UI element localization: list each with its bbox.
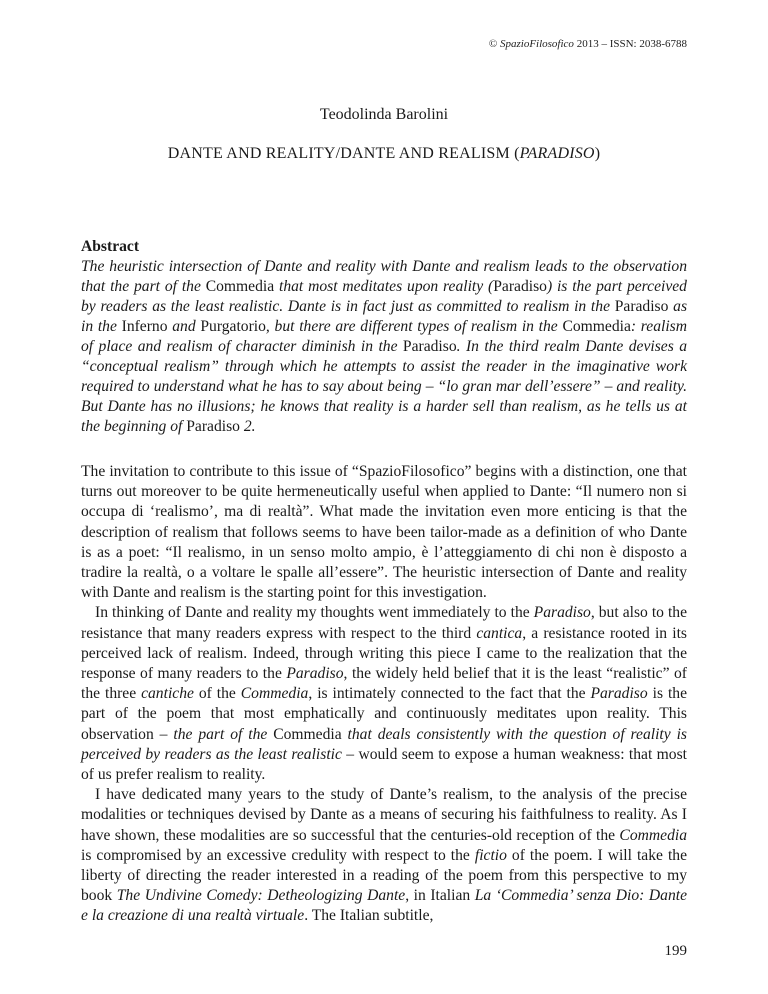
abstract-segment: 2. [239, 418, 256, 435]
paragraph-text: I have dedicated many years to the study of Dante’s realism, to the analysis of the precise modalities or techniques devised by Dante as a means of securing his faithfulness to reality. As I have shown, these modalities are so successful that the centuries-old reception of the [81, 786, 687, 844]
paragraph-text: , the widely held belief that it is the least “realistic” of the three [81, 665, 687, 703]
abstract-title-ref: Commedia [205, 278, 275, 295]
abstract-segment: , but there are different types of realism in the [265, 318, 563, 335]
paragraph-text: is compromised by an excessive credulity with respect to the [81, 846, 475, 864]
italic-text: the part of the [173, 725, 274, 743]
abstract-segment: and [167, 318, 201, 335]
journal-name: SpazioFilosofico [499, 38, 574, 50]
italic-text: Paradiso [286, 665, 344, 683]
abstract-title-ref: Paradiso [402, 338, 457, 355]
abstract-title-ref: Inferno [121, 318, 168, 335]
paragraph-text: , is intimately connected to the fact that the [308, 685, 591, 703]
italic-text: Paradiso [590, 685, 648, 703]
italic-text: cantica [476, 624, 523, 642]
title-italic: PARADISO [519, 145, 595, 162]
abstract-title-ref: Paradiso [493, 278, 547, 295]
italic-text: fictio [474, 846, 507, 864]
article-title [0, 145, 768, 163]
abstract-heading: Abstract [81, 238, 140, 255]
abstract-title-ref: Commedia [562, 318, 631, 335]
abstract-section [81, 237, 687, 437]
italic-text: La ‘Commedia’ senza Dio: Dante e la creazione di una realtà virtuale [81, 887, 687, 925]
paragraph-text: The invitation to contribute to this issue of “SpazioFilosofico” begins with a distinction, one that turns out moreover to be quite hermeneutically useful when applied to Dante: “Il numero non si occupa di ‘realismo’, ma di realtà”. What made the invitation even more enticing is that the description of realism that follows seems to have been tailor-made as a definition of who Dante is as a poet: “Il realismo, in un senso molto ampio, è l’atteggiamento di chi non è disposto a tradire la realtà, o a voltare le spalle all’essere”. The heuristic intersection of Dante and reality with Dante and realism is the starting point for this investigation. [81, 463, 687, 602]
abstract-segment: The heuristic intersection of Dante and reality with Dante and realism leads to the observation that the part of the [81, 258, 687, 295]
paragraph-text: In thinking of Dante and reality my thoughts went immediately to the [95, 604, 534, 622]
abstract-title-ref: Paradiso [186, 418, 240, 435]
title-main: DANTE AND REALITY/DANTE AND REALISM ( [167, 145, 520, 162]
paragraph-text: – would seem to expose a human weakness: that most of us prefer realism to reality. [81, 745, 687, 784]
abstract-segment: . In the third realm Dante devises a “conceptual realism” through which he attempts to assist the reader in the imaginative work required to understand what he has to say about being – “lo gran mar dell’essere” – and reality. But Dante has no illusions; he knows that reality is a harder sell than realism, as he tells us at the beginning of [81, 338, 687, 435]
abstract-title-ref: Paradiso [614, 298, 669, 315]
italic-text: Paradiso [533, 604, 591, 622]
page-number: 199 [664, 943, 687, 959]
paragraph-text: of the [193, 685, 241, 703]
abstract-title-ref: Purgatorio [200, 318, 266, 335]
italic-text: Commedia [619, 826, 687, 844]
body-paragraph [81, 462, 687, 603]
paragraph-text: , a resistance rooted in its perceived lack of realism. Indeed, through writing this piece I came to the realization that the response of many readers to the [81, 624, 687, 683]
italic-text: The Undivine Comedy: Detheologizing Dante [116, 887, 406, 905]
italic-text: cantiche [141, 685, 194, 703]
paragraph-text: , but also to the resistance that many readers express with respect to the third [81, 604, 687, 642]
abstract-segment: that most meditates upon reality ( [274, 278, 494, 295]
paragraph-text: , in Italian [405, 887, 475, 905]
title-close: ) [594, 145, 601, 162]
italic-text: that deals consistently with the question of reality is perceived by readers as the least realistic [81, 725, 687, 763]
paragraph-text: . The Italian subtitle, [304, 907, 434, 925]
paragraph-text: is the part of the poem that most emphatically and continuously meditates upon reality. This observation – [81, 685, 687, 743]
abstract-segment: ) is the part perceived by readers as the least realistic. Dante is in fact just as committed to realism in the [81, 278, 687, 315]
article-body [81, 462, 687, 927]
issn-info: 2013 – ISSN: 2038-6788 [573, 38, 687, 50]
running-header [489, 38, 687, 50]
body-paragraph [81, 603, 687, 785]
abstract-text [81, 257, 687, 437]
italic-text: Commedia [240, 685, 309, 703]
paragraph-text: of the poem. I will take the liberty of directing the reader interested in a reading of the poem from this perspective to my book [81, 846, 687, 905]
abstract-segment: : realism of place and realism of character diminish in the [81, 318, 687, 355]
body-paragraph [81, 785, 687, 926]
author-name: Teodolinda Barolini [319, 106, 449, 123]
paragraph-text: Commedia [273, 725, 342, 743]
abstract-segment: as in the [81, 298, 688, 335]
copyright-symbol: © [488, 38, 500, 50]
